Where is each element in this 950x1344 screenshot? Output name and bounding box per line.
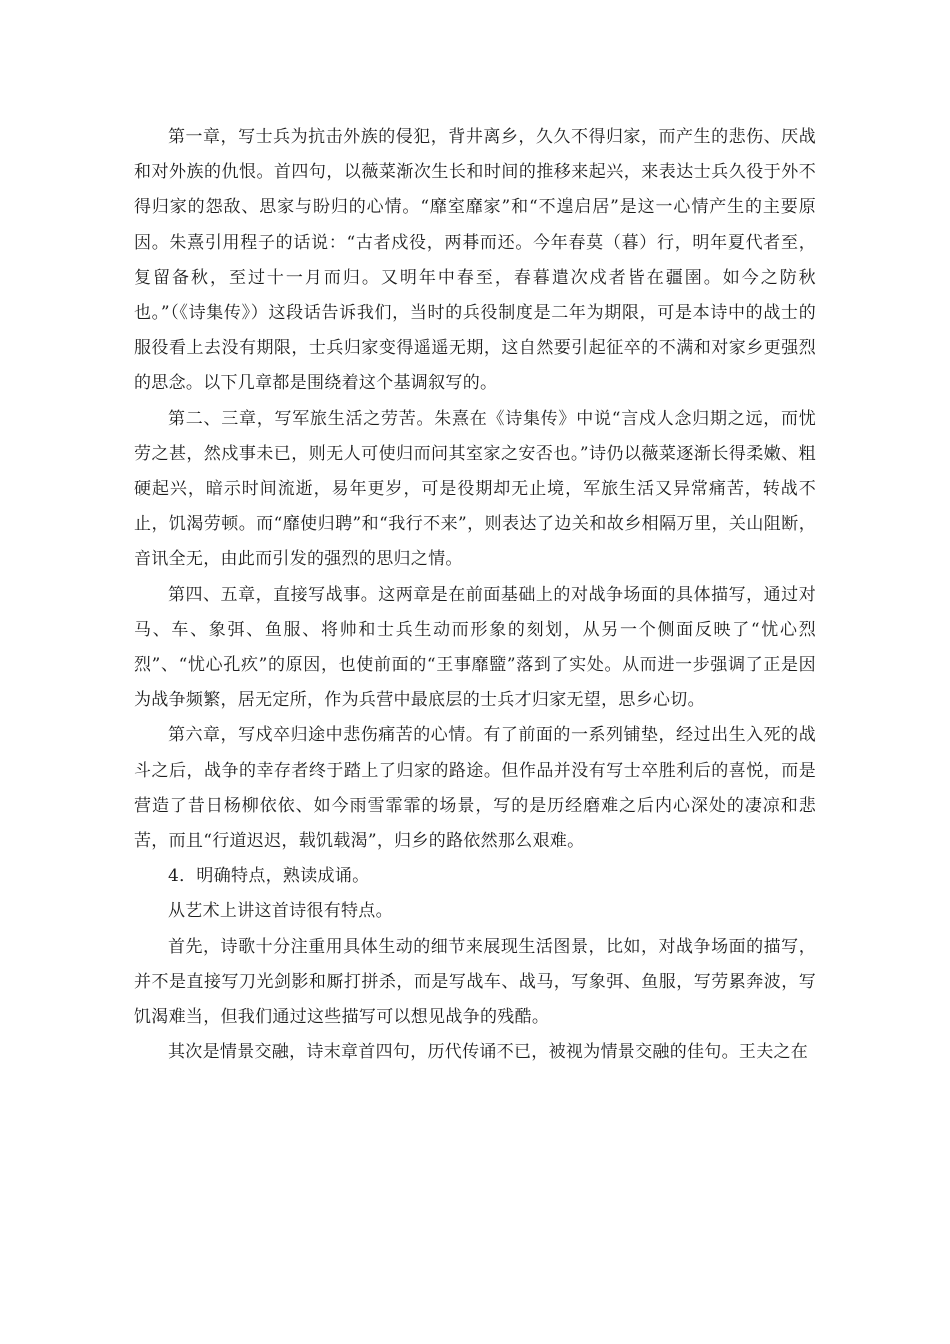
paragraph-first-feature: 首先，诗歌十分注重用具体生动的细节来展现生活图景，比如，对战争场面的描写，并不是直接写刀光剑影和厮打拼杀，而是写战车、战马，写象弭、鱼服，写劳累奔波，写饥渴难当，但我们通过这些描写可以想见战争的残酷。 [134,936,816,1028]
paragraph-chapter-one: 第一章，写士兵为抗击外族的侵犯，背井离乡，久久不得归家，而产生的悲伤、厌战和对外族的仇恨。首四句，以薇菜渐次生长和时间的推移来起兴，来表达士兵久役于外不得归家的怨敌、思家与盼归的心情。“靡室靡家”和“不遑启居”是这一心情产生的主要原因。朱熹引用程子的话说：“古者戍役，两朞而还。今年春莫（暮）行，明年夏代者至，复留备秋，至过十一月而归。又明年中春至，春暮遣次戍者皆在疆圉。如今之防秋也。”（《诗集传》）这段话告诉我们，当时的兵役制度是二年为期限，可是本诗中的战士的服役看上去没有期限，士兵归家变得遥遥无期，这自然要引起征卒的不满和对家乡更强烈的思念。以下几章都是围绕着这个基调叙写的。 [134,127,816,394]
section-heading-features: 4．明确特点，熟读成诵。 [168,866,370,887]
paragraph-chapters-four-five: 第四、五章，直接写战事。这两章是在前面基础上的对战争场面的具体描写，通过对马、车、象弭、鱼服、将帅和士兵生动而形象的刻划，从另一个侧面反映了“忧心烈烈”、“忧心孔疚”的原因，也使前面的“王事靡盬”落到了实处。从而进一步强调了正是因为战争频繁，居无定所，作为兵营中最底层的士兵才归家无望，思乡心切。 [134,584,816,711]
paragraph-second-feature: 其次是情景交融，诗末章首四句，历代传诵不已，被视为情景交融的佳句。王夫之在 [168,1042,809,1063]
document-body [134,120,816,1070]
paragraph-chapters-two-three: 第二、三章，写军旅生活之劳苦。朱熹在《诗集传》中说“言戍人念归期之远，而忧劳之甚，然戍事未已，则无人可使归而问其室家之安否也。”诗仍以薇菜逐渐长得柔嫩、粗硬起兴，暗示时间流逝，易年更岁，可是役期却无止境，军旅生活又异常痛苦，转战不止，饥渴劳顿。而“靡使归聘”和“我行不来”，则表达了边关和故乡相隔万里，关山阻断，音讯全无，由此而引发的强烈的思归之情。 [134,408,816,570]
paragraph-art-intro: 从艺术上讲这首诗很有特点。 [168,901,393,922]
paragraph-chapter-six: 第六章，写戍卒归途中悲伤痛苦的心情。有了前面的一系列铺垫，经过出生入死的战斗之后，战争的幸存者终于踏上了归家的路途。但作品并没有写士卒胜利后的喜悦，而是营造了昔日杨柳依依、如今雨雪霏霏的场景，写的是历经磨难之后内心深处的凄凉和悲苦，而且“行道迟迟，载饥载渴”，归乡的路依然那么艰难。 [134,725,816,852]
